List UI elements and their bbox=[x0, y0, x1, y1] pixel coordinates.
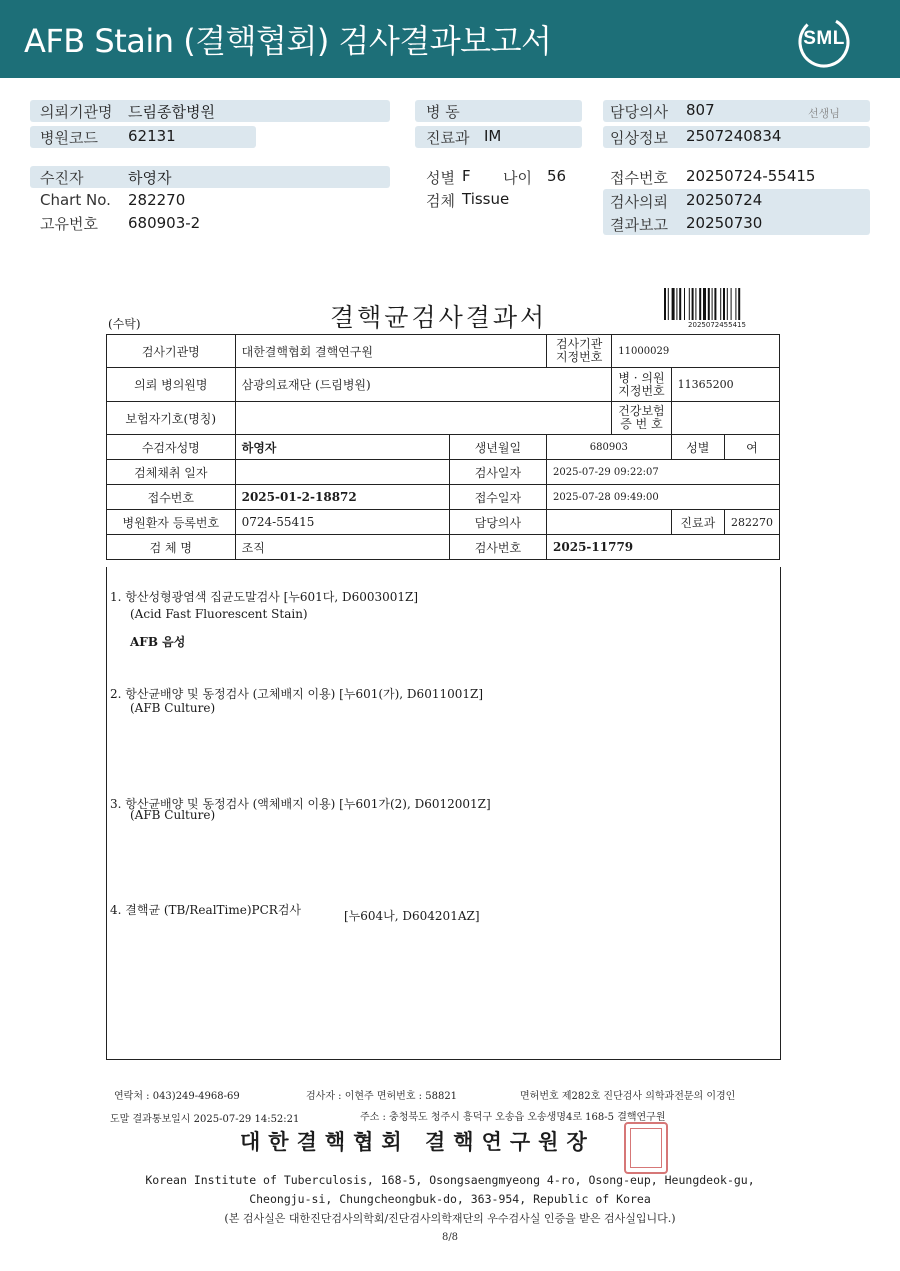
address: 주소 : 충청북도 청주시 흥덕구 오송읍 오송생명4로 168-5 결핵연구원 bbox=[360, 1112, 666, 1123]
ward-label: 병 동 bbox=[426, 103, 460, 121]
result-1-subtitle: (Acid Fast Fluorescent Stain) bbox=[130, 607, 308, 621]
patient-name: 하영자 bbox=[128, 169, 172, 187]
reg-no: 0724-55415 bbox=[235, 510, 449, 535]
health-ins-label: 건강보험 증 번 호 bbox=[612, 402, 671, 435]
result-1-value: AFB 음성 bbox=[130, 635, 186, 649]
hosp-code: 11365200 bbox=[671, 368, 779, 402]
dept: IM bbox=[484, 127, 502, 145]
receipt-label: 접수번호 bbox=[610, 169, 668, 187]
tester: 검사자 : 이현주 면허번호 : 58821 bbox=[306, 1091, 458, 1102]
chart-number: 282270 bbox=[128, 191, 186, 209]
lab-code-label: 검사기관 지정번호 bbox=[547, 335, 612, 368]
info-bar bbox=[30, 166, 390, 188]
age: 56 bbox=[547, 167, 567, 185]
unique-label: 고유번호 bbox=[40, 215, 98, 233]
lab-code: 11000029 bbox=[612, 335, 780, 368]
sex-value: 여 bbox=[724, 435, 779, 460]
unique-number: 680903-2 bbox=[128, 214, 201, 232]
report-date: 20250730 bbox=[686, 214, 763, 232]
req-hosp: 삼광의료재단 (드림병원) bbox=[235, 368, 612, 402]
receipt-number: 20250724-55415 bbox=[686, 167, 816, 185]
insured bbox=[235, 402, 612, 435]
license: 면허번호 제282호 진단검사 의학과전문의 이경인 bbox=[520, 1091, 736, 1102]
requesting-org-label: 의뢰기관명 bbox=[40, 103, 113, 121]
birth-label: 생년월일 bbox=[449, 435, 546, 460]
report-title: AFB Stain (결핵협회) 검사결과보고서 bbox=[24, 22, 552, 60]
logo-text: SML bbox=[803, 28, 845, 49]
request-date-label: 검사의뢰 bbox=[610, 193, 668, 211]
age-label: 나이 bbox=[503, 169, 532, 187]
result-1-title: 1. 항산성형광염색 집균도말검사 [누601다, D6003001Z] bbox=[110, 590, 419, 604]
doctor-label: 담당의사 bbox=[610, 103, 668, 121]
barcode bbox=[664, 288, 770, 320]
result-4-code: [누604나, D604201AZ] bbox=[344, 909, 480, 923]
doctor-label-cell: 담당의사 bbox=[449, 510, 546, 535]
specimen-value: 조직 bbox=[235, 535, 449, 560]
test-date: 2025-07-29 09:22:07 bbox=[547, 460, 780, 485]
test-no-label: 검사번호 bbox=[449, 535, 546, 560]
patient-label: 수진자 bbox=[40, 169, 84, 187]
clinical-label: 임상정보 bbox=[610, 129, 668, 147]
sex-label: 성별 bbox=[426, 169, 455, 187]
request-date: 20250724 bbox=[686, 191, 763, 209]
report-time: 도말 결과통보일시 2025-07-29 14:52:21 bbox=[110, 1114, 300, 1125]
hospital-code: 62131 bbox=[128, 127, 176, 145]
sex: F bbox=[462, 167, 471, 185]
page-number: 8/8 bbox=[441, 1232, 459, 1243]
sex-label-cell: 성별 bbox=[671, 435, 724, 460]
certification-note: (본 검사실은 대한진단검사의학회/진단검사의학재단의 우수검사실 인증을 받은 검사실입니다.) bbox=[224, 1212, 676, 1225]
result-3-subtitle: (AFB Culture) bbox=[130, 808, 216, 822]
doctor-value bbox=[547, 510, 672, 535]
receipt-date-label: 접수일자 bbox=[449, 485, 546, 510]
english-address-1: Korean Institute of Tuberculosis, 168-5, Osongsaengmyeong 4-ro, Osong-eup, Heungdeok-gu, bbox=[145, 1173, 755, 1187]
report-tag: (수탁) bbox=[108, 317, 141, 331]
specimen-label-cell: 검 체 명 bbox=[107, 535, 236, 560]
test-date-label: 검사일자 bbox=[449, 460, 546, 485]
lab-org-label: 검사기관명 bbox=[107, 335, 236, 368]
reg-no-label: 병원환자 등록번호 bbox=[107, 510, 236, 535]
lab-org: 대한결핵협회 결핵연구원 bbox=[235, 335, 546, 368]
test-no: 2025-11779 bbox=[547, 535, 780, 560]
doctor: 807 bbox=[686, 101, 715, 119]
birth-date: 680903 bbox=[547, 435, 672, 460]
result-2-subtitle: (AFB Culture) bbox=[130, 701, 216, 715]
dept-label-cell: 진료과 bbox=[671, 510, 724, 535]
result-3-title: 3. 항산균배양 및 동정검사 (액체배지 이용) [누601가(2), D6012001Z] bbox=[110, 797, 491, 811]
contact: 연락처 : 043)249-4968-69 bbox=[114, 1091, 240, 1102]
report-header bbox=[0, 0, 900, 78]
hosp-code-label: 병 · 의원 지정번호 bbox=[612, 368, 671, 402]
requesting-org: 드림종합병원 bbox=[128, 103, 215, 121]
report-info-table bbox=[106, 334, 780, 560]
barcode-number: 2025072455415 bbox=[688, 321, 746, 329]
receipt-no: 2025-01-2-18872 bbox=[235, 485, 449, 510]
chart-label: Chart No. bbox=[40, 191, 111, 209]
official-seal bbox=[624, 1122, 668, 1174]
english-address-2: Cheongju-si, Chungcheongbuk-do, 363-954, Republic of Korea bbox=[249, 1192, 651, 1206]
req-hosp-label: 의뢰 병의원명 bbox=[107, 368, 236, 402]
dept-value: 282270 bbox=[724, 510, 779, 535]
result-2-title: 2. 항산균배양 및 동정검사 (고체배지 이용) [누601(가), D6011001Z] bbox=[110, 687, 484, 701]
institute-name: 대한결핵협회 결핵연구원장 bbox=[240, 1129, 595, 1154]
collect-date bbox=[235, 460, 449, 485]
hospital-code-label: 병원코드 bbox=[40, 129, 98, 147]
insured-label: 보험자기호(명칭) bbox=[107, 402, 236, 435]
health-ins bbox=[671, 402, 779, 435]
dept-label: 진료과 bbox=[426, 129, 470, 147]
receipt-date: 2025-07-28 09:49:00 bbox=[547, 485, 780, 510]
specimen: Tissue bbox=[462, 190, 510, 208]
clinical-info: 2507240834 bbox=[686, 127, 782, 145]
doctor-suffix: 선생님 bbox=[808, 107, 840, 120]
specimen-label: 검체 bbox=[426, 192, 455, 210]
patient-name-label: 수검자성명 bbox=[107, 435, 236, 460]
patient-name-value: 하영자 bbox=[235, 435, 449, 460]
receipt-no-label: 접수번호 bbox=[107, 485, 236, 510]
scanned-report-title: 결핵균검사결과서 bbox=[330, 303, 548, 332]
collect-label: 검체채취 일자 bbox=[107, 460, 236, 485]
sml-logo bbox=[796, 14, 852, 70]
result-4-title: 4. 결핵균 (TB/RealTime)PCR검사 bbox=[110, 903, 302, 917]
report-date-label: 결과보고 bbox=[610, 216, 668, 234]
